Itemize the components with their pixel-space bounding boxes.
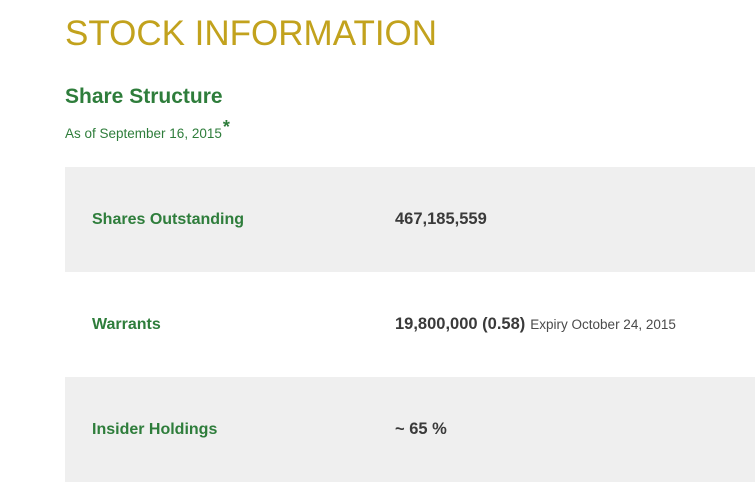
as-of-date-line	[65, 117, 230, 141]
share-structure-table	[65, 167, 755, 482]
table-row-warrants	[65, 272, 755, 377]
row-value-text: ~ 65 %	[395, 420, 447, 438]
table-row-insider-holdings	[65, 377, 755, 482]
row-value-warrants	[395, 315, 755, 334]
row-label-shares-outstanding: Shares Outstanding	[92, 210, 245, 228]
row-value-text: 19,800,000 (0.58)	[395, 315, 526, 333]
section-title-share-structure: Share Structure	[65, 85, 223, 108]
table-row-shares-outstanding	[65, 167, 755, 272]
row-value-text: 467,185,559	[395, 210, 487, 228]
footnote-asterisk: *	[222, 117, 230, 137]
row-value-shares-outstanding	[395, 210, 755, 229]
page-title: STOCK INFORMATION	[65, 14, 438, 53]
row-value-insider-holdings	[395, 420, 755, 439]
as-of-date-text: As of September 16, 2015	[65, 126, 222, 141]
row-label-warrants: Warrants	[92, 315, 161, 333]
row-value-note: Expiry October 24, 2015	[530, 317, 676, 332]
row-label-insider-holdings: Insider Holdings	[92, 420, 218, 438]
